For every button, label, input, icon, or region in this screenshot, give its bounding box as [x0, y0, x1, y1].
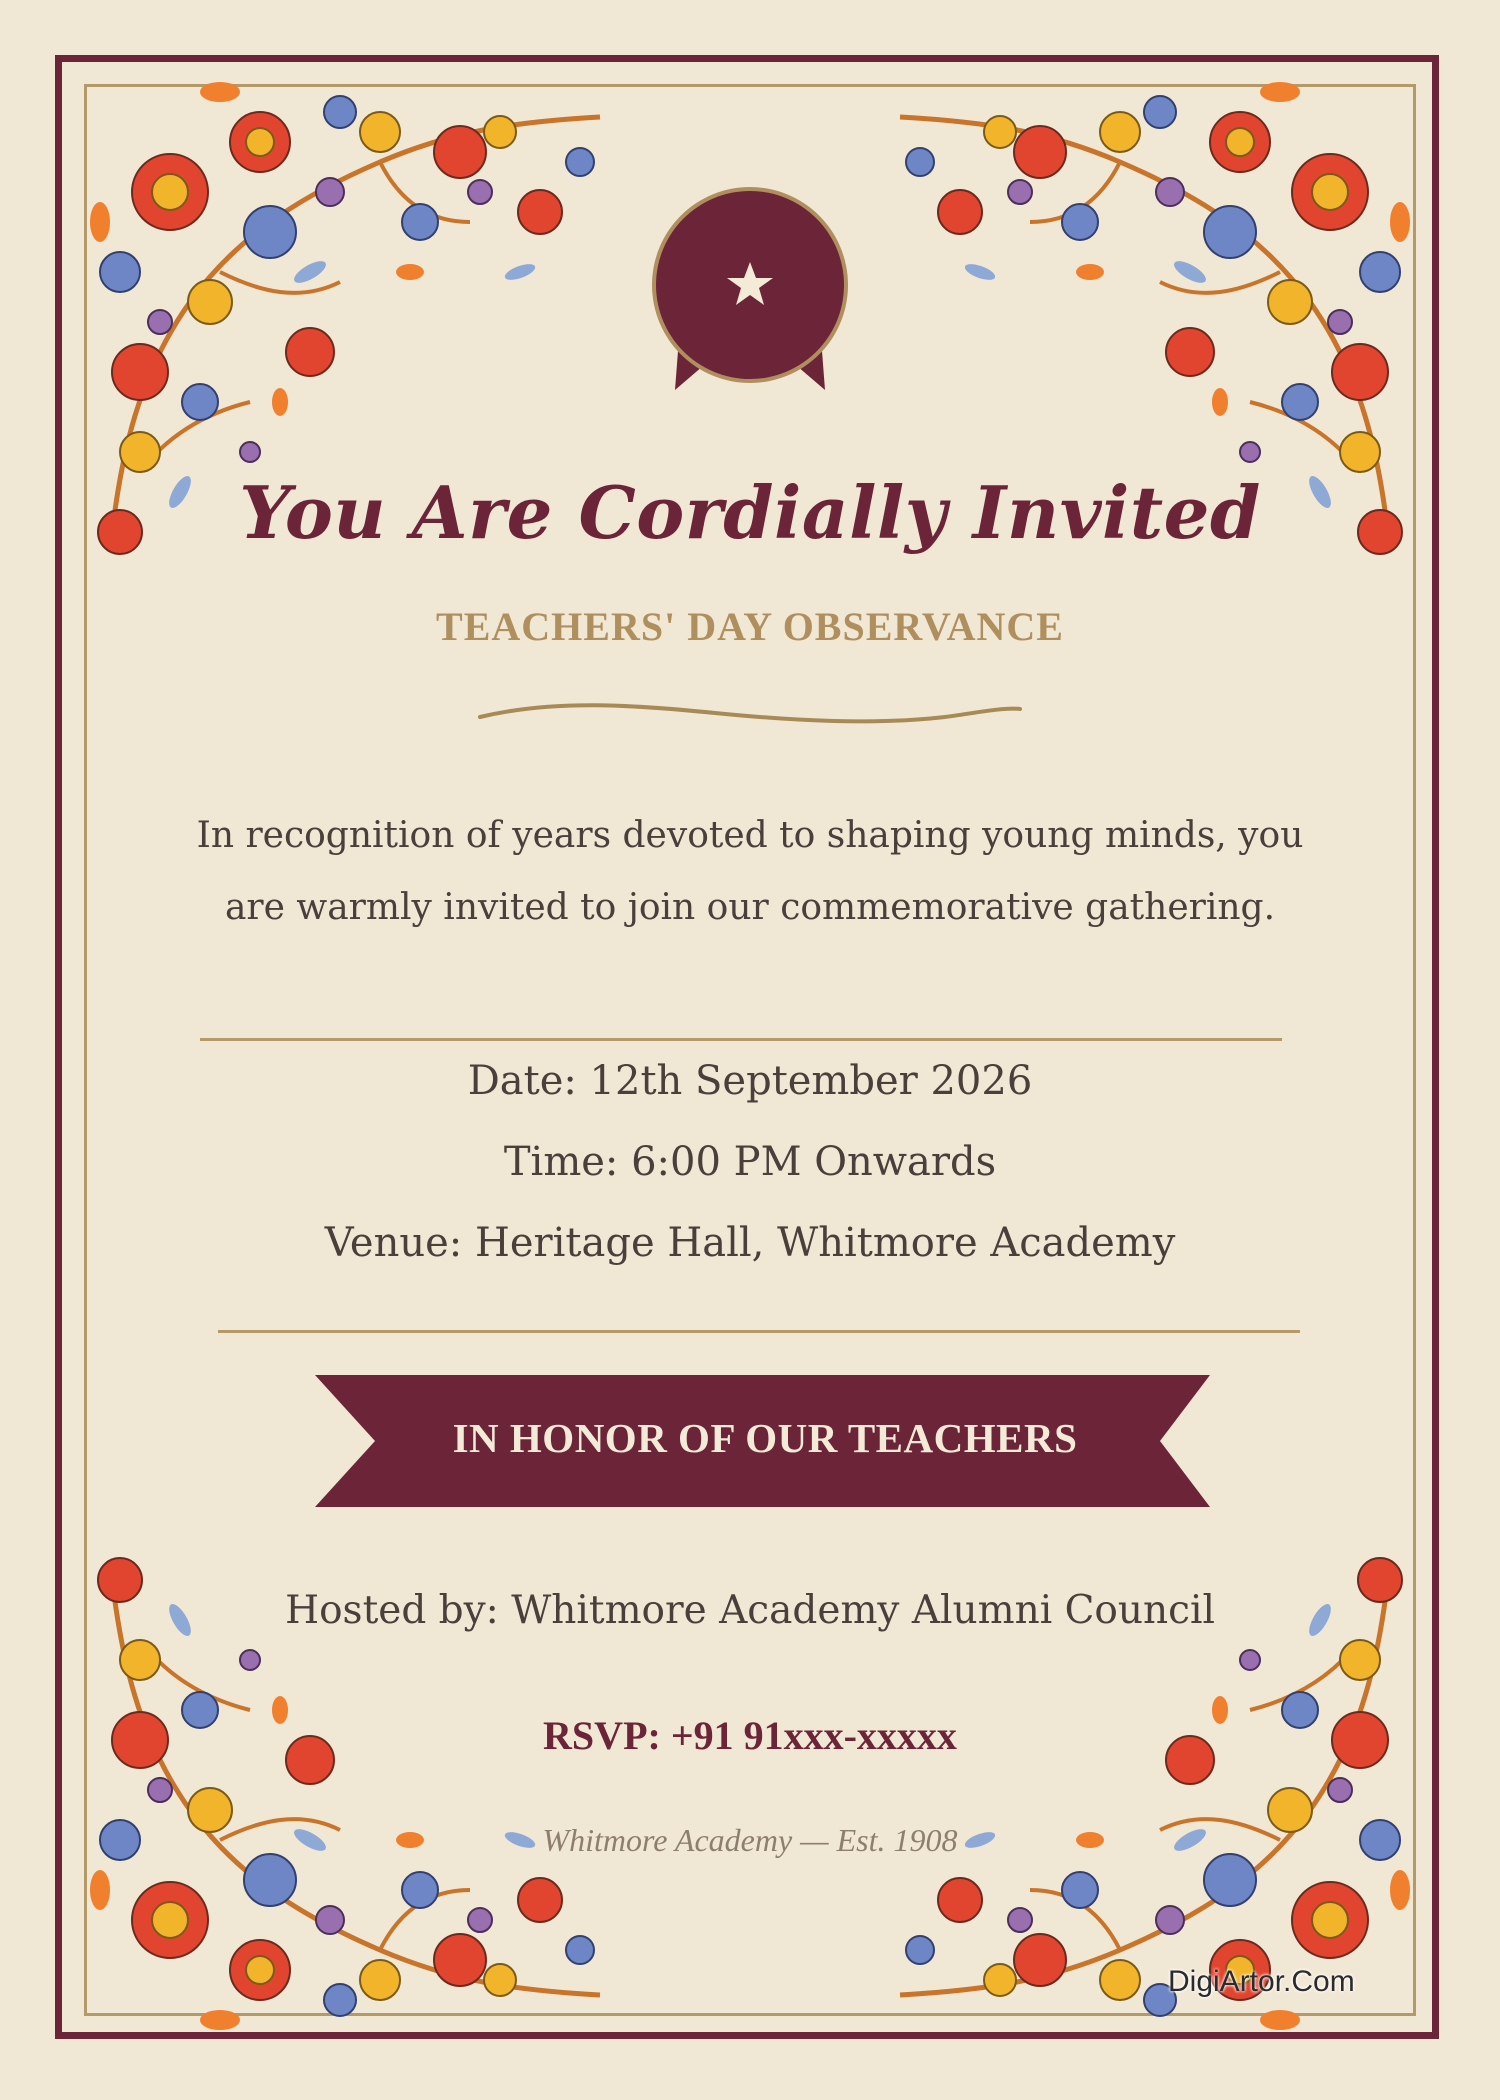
academy-established: Whitmore Academy — Est. 1908 — [542, 1822, 958, 1858]
watermark: DigiArtor.Com — [1168, 1965, 1355, 1998]
rsvp-contact: RSVP: +91 91xxx-xxxxx — [543, 1713, 957, 1758]
event-time: Time: 6:00 PM Onwards — [503, 1139, 997, 1185]
divider-rule-bottom — [218, 1330, 1300, 1333]
ribbon-text: IN HONOR OF OUR TEACHERS — [452, 1415, 1078, 1461]
divider-rule-top — [200, 1038, 1282, 1041]
event-venue: Venue: Heritage Hall, Whitmore Academy — [324, 1220, 1176, 1266]
star-medal-icon — [650, 185, 850, 395]
invitation-title: You Are Cordially Invited — [239, 470, 1261, 555]
hosted-by: Hosted by: Whitmore Academy Alumni Council — [285, 1588, 1215, 1633]
decorative-divider — [475, 695, 1025, 735]
event-subtitle: TEACHERS' DAY OBSERVANCE — [436, 604, 1064, 649]
invitation-message: In recognition of years devoted to shaping young minds, you are warmly invited to join our commemorative gathering. — [196, 815, 1304, 928]
event-date: Date: 12th September 2026 — [467, 1058, 1033, 1104]
